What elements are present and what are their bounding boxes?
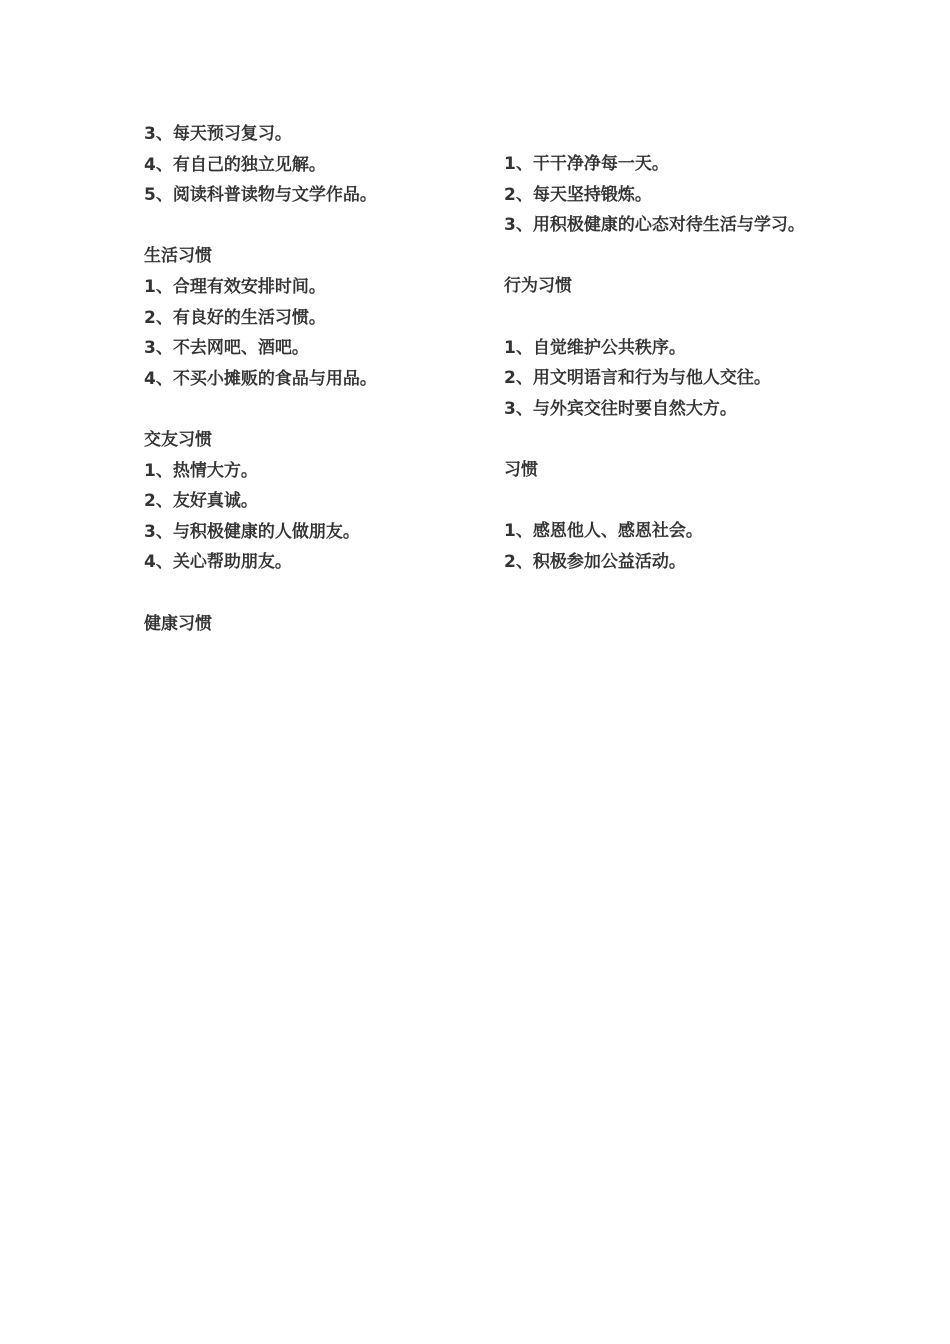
friend-habits-heading: 交友习惯 <box>144 429 212 450</box>
health-item-2: 2、每天坚持锻炼。 <box>504 184 652 205</box>
life-item-2: 2、有良好的生活习惯。 <box>144 307 326 328</box>
friend-item-4: 4、关心帮助朋友。 <box>144 552 292 573</box>
life-item-4: 4、不买小摊贩的食品与用品。 <box>144 368 377 389</box>
health-habits-heading: 健康习惯 <box>144 613 212 634</box>
habits-heading: 习惯 <box>504 459 538 480</box>
health-item-1: 1、干干净净每一天。 <box>504 154 669 174</box>
behavior-item-3: 3、与外宾交往时要自然大方。 <box>504 398 737 419</box>
habit-item-1: 1、感恩他人、感恩社会。 <box>504 521 703 542</box>
spacer <box>504 302 824 333</box>
left-column <box>144 119 464 639</box>
study-item-3: 3、每天预习复习。 <box>144 124 292 144</box>
health-item-3: 3、用积极健康的心态对待生活与学习。 <box>504 215 805 236</box>
friend-item-2: 2、友好真诚。 <box>144 491 258 512</box>
spacer <box>504 486 824 517</box>
spacer <box>144 578 464 609</box>
spacer <box>144 211 464 242</box>
spacer <box>504 241 824 272</box>
habit-item-2: 2、积极参加公益活动。 <box>504 551 686 572</box>
behavior-item-2: 2、用文明语言和行为与他人交往。 <box>504 368 771 389</box>
study-item-4: 4、有自己的独立见解。 <box>144 154 326 175</box>
study-item-5: 5、阅读科普读物与文学作品。 <box>144 185 377 206</box>
right-column <box>504 149 824 577</box>
life-item-3: 3、不去网吧、酒吧。 <box>144 338 309 359</box>
behavior-habits-heading: 行为习惯 <box>504 276 572 297</box>
spacer <box>144 394 464 425</box>
friend-item-1: 1、热情大方。 <box>144 460 258 481</box>
life-item-1: 1、合理有效安排时间。 <box>144 276 326 297</box>
behavior-item-1: 1、自觉维护公共秩序。 <box>504 337 686 358</box>
spacer <box>504 424 824 455</box>
life-habits-heading: 生活习惯 <box>144 246 212 267</box>
friend-item-3: 3、与积极健康的人做朋友。 <box>144 521 360 542</box>
